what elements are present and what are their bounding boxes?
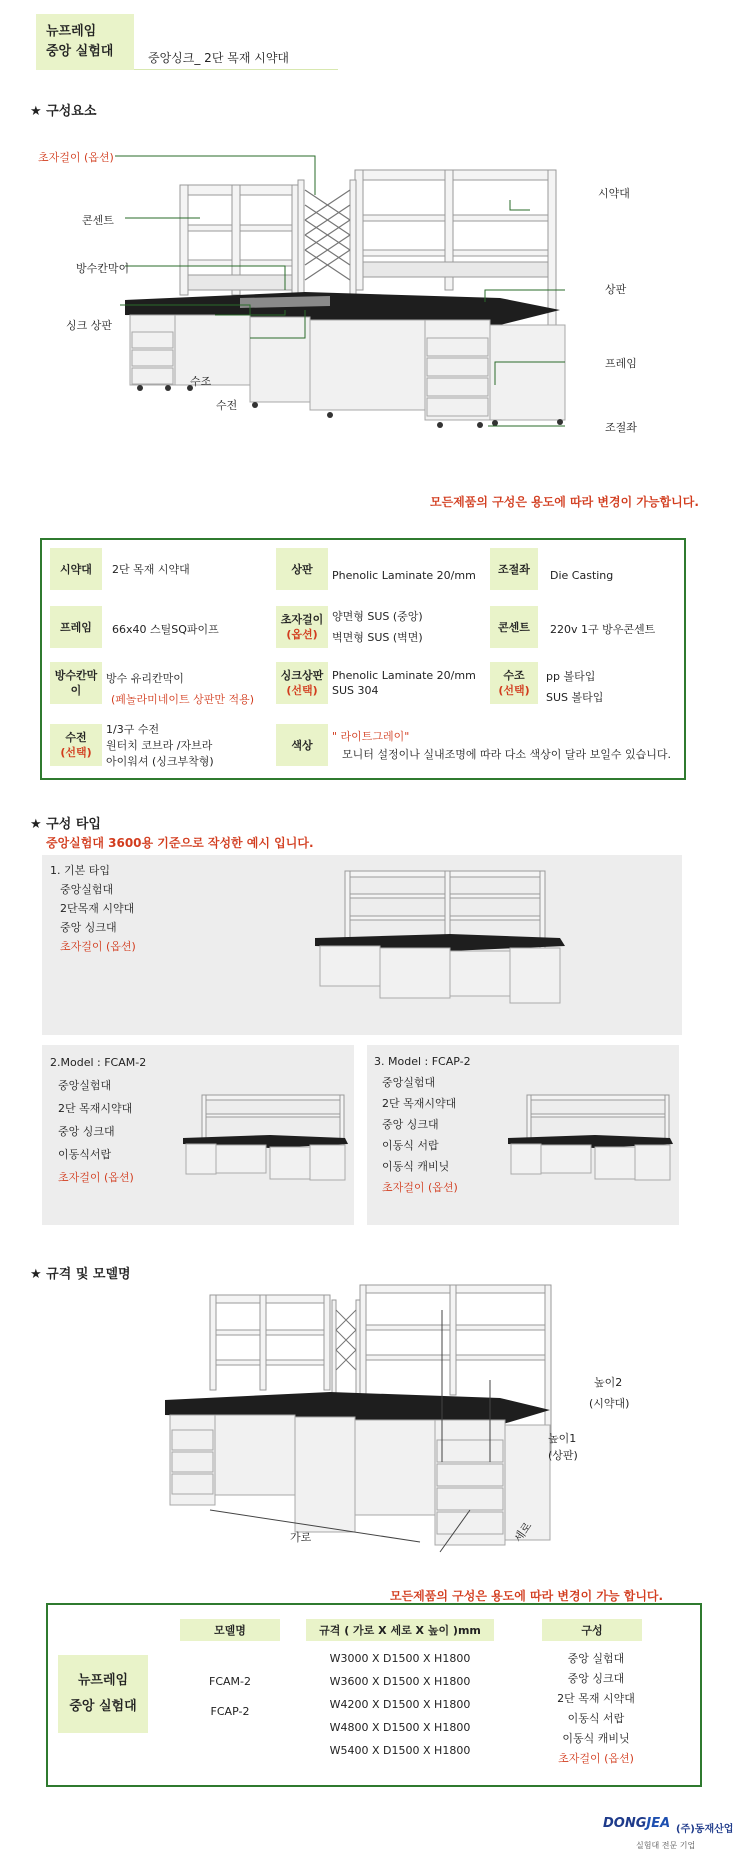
type-fcap-item: 이동식 서랍 [382,1139,439,1152]
model-brand-box [58,1655,148,1733]
type-basic-item: 초자걸이 (옵션) [60,940,136,953]
model-brand-1: 뉴프레임 [77,1673,129,1688]
spec-val-color-b: 모니터 설정이나 실내조명에 따라 다소 색상이 달라 보일수 있습니다. [342,748,671,761]
spec-val-reagent: 2단 목재 시약대 [112,563,190,576]
components-notice: 모든제품의 구성은 용도에 따라 변경이 가능합니다. [430,495,699,509]
dim-height1-sub: (상판) [548,1449,578,1462]
type-basic-item: 중앙실험대 [60,883,114,896]
model-comp: 중앙 실험대 [567,1652,625,1665]
label-top: 상판 [605,283,627,296]
dimension-illustration [150,1280,610,1570]
label-frame: 프레임 [605,357,637,370]
spec-tag-sink-bowl-a: 수조 [503,669,525,682]
model-header-comp: 구성 [542,1619,642,1641]
types-title: ★ 구성 타입 [30,817,101,832]
spec-tag-sink-top-a: 싱크상판 [280,669,324,682]
type-fcap-item: 2단 목재시약대 [382,1097,457,1110]
dims-title: ★ 규격 및 모델명 [30,1267,131,1282]
spec-tag-glass-hanger-a: 초자걸이 [280,613,324,626]
dim-depth-label: 세로 [511,1519,535,1545]
spec-tag-glass-hanger [276,606,328,648]
company-logo [603,1816,670,1831]
model-name: FCAM-2 [209,1675,251,1688]
components-title: ★ 구성요소 [30,104,97,119]
model-brand-2: 중앙 실험대 [69,1699,137,1714]
spec-table [40,538,686,780]
spec-val-sink-bowl-a: pp 볼타입 [546,670,596,683]
spec-val-color-a: " 라이트그레이" [332,730,410,743]
type-fcap-text [374,1051,471,1198]
spec-tag-faucet [50,724,102,766]
type-fcap-item: 중앙실험대 [382,1076,436,1089]
type-fcam-item: 중앙 싱크대 [58,1125,115,1138]
type-basic-illustration [310,866,570,1021]
spec-tag-leveler: 조절좌 [490,548,538,590]
brand-line1: 뉴프레임 [46,24,97,39]
spec-tag-sink-top [276,662,328,704]
spec-val-partition-a: 방수 유리칸막이 [106,672,184,685]
type-fcap-illustration [505,1092,675,1197]
model-names [190,1667,270,1727]
model-comp: 이동식 캐비닛 [562,1732,630,1745]
model-sizes [310,1647,490,1762]
spec-tag-color: 색상 [276,724,328,766]
label-reagent-shelf: 시약대 [598,187,630,200]
brand-line2: 중앙 실험대 [46,44,114,59]
spec-tag-sink-top-b: (선택) [286,684,318,697]
spec-val-glass-hanger-a: 양면형 SUS (중앙) [332,610,423,623]
type-fcap-item: 초자걸이 (옵션) [382,1181,458,1194]
logo-part-a: DONG [603,1816,647,1831]
type-basic-title: 1. 기본 타입 [50,864,110,877]
spec-val-faucet-c: 아이워셔 (싱크부착형) [106,755,214,768]
type-fcap-item: 이동식 캐비닛 [382,1160,450,1173]
dim-height2-label: 높이2 [594,1376,623,1389]
type-basic-item: 2단목재 시약대 [60,902,135,915]
types-note: 중앙실험대 3600용 기준으로 작성한 예시 입니다. [46,836,314,850]
label-sink-top: 싱크 상판 [66,319,113,332]
spec-val-outlet: 220v 1구 방우콘센트 [550,623,656,636]
spec-tag-sink-bowl-b: (선택) [498,684,530,697]
model-comp: 이동식 서랍 [567,1712,625,1725]
spec-val-sink-top [332,668,476,698]
spec-tag-reagent: 시약대 [50,548,102,590]
model-header-size: 규격 ( 가로 X 세로 X 높이 )mm [306,1619,494,1641]
spec-val-sink-bowl-b: SUS 볼타입 [546,691,604,704]
spec-val-sink-top-b: SUS 304 [332,684,379,697]
label-faucet: 수전 [216,399,238,412]
spec-val-glass-hanger-b: 벽면형 SUS (벽면) [332,631,423,644]
model-size: W5400 X D1500 X H1800 [329,1744,471,1757]
model-header-name: 모델명 [180,1619,280,1641]
type-basic-text [50,861,136,956]
type-fcam-title: 2.Model : FCAM-2 [50,1056,147,1069]
spec-tag-glass-hanger-b: (옵션) [286,628,318,641]
type-fcam-illustration [180,1092,350,1197]
model-size: W4800 X D1500 X H1800 [329,1721,471,1734]
spec-tag-sink-bowl [490,662,538,704]
company-name: (주)동재산업 [676,1824,734,1835]
type-fcap-title: 3. Model : FCAP-2 [374,1055,471,1068]
model-size: W3600 X D1500 X H1800 [329,1675,471,1688]
type-fcam-item: 2단 목재시약대 [58,1102,133,1115]
spec-val-partition [106,668,254,710]
main-lab-bench-illustration [0,120,750,450]
model-comp-option: 초자걸이 (옵션) [558,1752,634,1765]
type-fcam-item: 이동식서랍 [58,1148,112,1161]
spec-val-sink-top-a: Phenolic Laminate 20/mm [332,669,476,682]
spec-tag-partition: 방수칸막이 [50,662,102,704]
label-leveler: 조절좌 [605,421,637,434]
type-fcam-item: 초자걸이 (옵션) [58,1171,134,1184]
spec-tag-top: 상판 [276,548,328,590]
model-table [46,1603,702,1787]
label-waterproof-partition: 방수칸막이 [76,262,130,275]
label-glass-hanger: 초자걸이 (옵션) [38,151,114,164]
type-fcap-item: 중앙 싱크대 [382,1118,439,1131]
spec-tag-outlet: 콘센트 [490,606,538,648]
dims-notice: 모든제품의 구성은 용도에 따라 변경이 가능 합니다. [390,1589,664,1603]
dim-height2-sub: (시약대) [589,1397,630,1410]
spec-val-glass-hanger [332,606,423,648]
spec-val-leveler: Die Casting [550,569,614,582]
spec-tag-faucet-b: (선택) [60,746,92,759]
label-sink-bowl: 수조 [190,375,212,388]
spec-tag-frame: 프레임 [50,606,102,648]
spec-val-faucet [106,722,214,770]
model-size: W4200 X D1500 X H1800 [329,1698,471,1711]
dim-height1-label: 높이1 [548,1432,577,1445]
logo-part-b: JEA [646,1816,671,1831]
spec-val-sink-bowl [546,666,603,708]
company-tagline: 실험대 전문 기업 [636,1841,696,1850]
spec-val-top: Phenolic Laminate 20/mm [332,569,476,582]
spec-val-frame: 66x40 스틸SQ파이프 [112,623,219,636]
model-comps [546,1649,646,1769]
spec-val-faucet-a: 1/3구 수전 [106,723,160,736]
model-comp: 2단 목재 시약대 [557,1692,635,1705]
brand-box [36,14,134,70]
dim-width-label: 가로 [290,1531,312,1544]
spec-val-partition-b: (페놀라미네이트 상판만 적용) [111,693,255,706]
spec-val-faucet-b: 원터치 코브라 /자브라 [106,739,213,752]
header-underline [134,69,338,70]
label-outlet: 콘센트 [82,214,114,227]
spec-tag-faucet-a: 수전 [65,731,87,744]
model-comp: 중앙 싱크대 [567,1672,625,1685]
type-fcam-text [50,1051,146,1189]
model-size: W3000 X D1500 X H1800 [329,1652,471,1665]
product-subtitle: 중앙싱크_ 2단 목재 시약대 [148,51,289,65]
type-fcam-item: 중앙실험대 [58,1079,112,1092]
spec-val-color [332,728,671,764]
type-basic-item: 중앙 싱크대 [60,921,117,934]
model-name: FCAP-2 [210,1705,250,1718]
